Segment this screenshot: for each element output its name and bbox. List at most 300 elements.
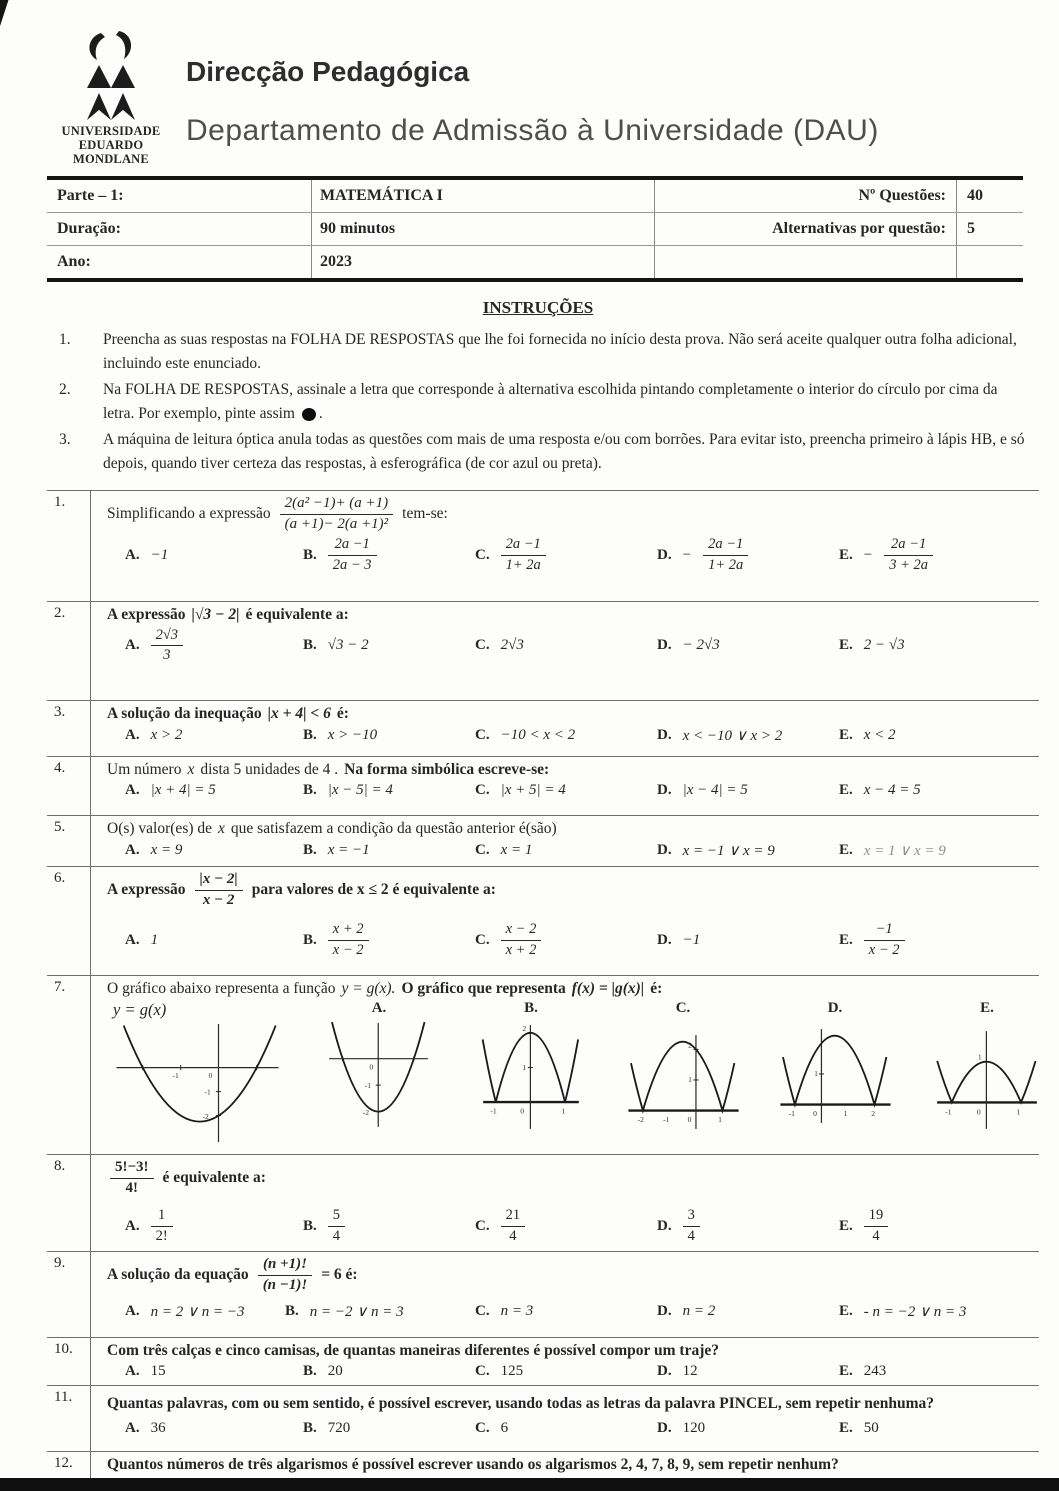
e-num: 19 [864,1207,889,1226]
choice-b [303,536,475,573]
info-value-ano: 2023 [312,246,655,278]
instruction-item-1 [47,328,1029,376]
q1-stem-suffix: tem-se: [402,505,448,523]
graph-option-d [776,1025,894,1127]
org-line-3: MONDLANE [73,152,149,166]
ga-xtick-1: 0 [369,1062,374,1072]
b-num: 5 [328,1207,345,1226]
q6-frac-num: |x − 2| [195,871,243,891]
info-label-duracao: Duração: [47,213,312,245]
choice-e-label: E. [839,842,853,859]
choice-e-label: E. [839,1217,853,1234]
question-3-stem [107,705,1029,723]
q9-stem-suffix: = 6 é: [321,1266,358,1284]
choice-c [475,782,657,799]
choice-b-value: 720 [327,1420,351,1437]
ga-ytick-1: -1 [364,1081,372,1091]
question-8 [47,1154,1039,1251]
choice-b-value: x > −10 [327,727,378,744]
instruction-text-2b: . [318,405,323,423]
choice-e-label: E. [839,1363,853,1380]
q6-stem-suffix: para valores de x ≤ 2 é equivalente a: [251,881,496,899]
choice-d [657,782,839,799]
choice-d [657,536,839,573]
choice-e-label: E. [839,1420,853,1437]
choice-b [303,1420,475,1437]
q1-stem-text: Simplificando a expressão [107,505,271,523]
choice-c-label: C. [475,546,490,563]
question-12-stem: Quantos números de três algarismos é possível escrever usando os algarismos 2, 4, 7, 8, 9, sem repetir nenhum? [107,1456,839,1474]
e-sign: − [863,546,873,563]
gc-ytick-2: 1 [688,1075,692,1085]
q4-stem-text-2: dista 5 unidades de 4 . [200,761,339,779]
question-10 [47,1337,1039,1385]
graph-main [107,1022,285,1144]
option-e-letter: E. [980,1000,994,1017]
d-den: 4 [687,1227,695,1244]
choice-e-label: E. [839,727,853,744]
choice-e-value: 243 [863,1363,887,1380]
question-10-number: 10. [47,1338,91,1385]
g-xtick-2: 0 [208,1071,213,1081]
e-den: 4 [872,1227,880,1244]
choice-d-value: x < −10 ∨ x > 2 [682,728,783,745]
choice-e [839,782,1029,799]
choice-a [125,1420,303,1437]
choice-a-label: A. [125,1217,140,1234]
choice-d-label: D. [657,1420,672,1437]
question-1-stem [107,495,1029,533]
q7-stem-text-3: é: [650,980,663,998]
instruction-text-2a: Na FOLHA DE RESPOSTAS, assinale a letra que corresponde à alternativa escolhida pintando completamente o interior do círculo por cima da letra. Por exemplo, pinte assim [103,381,998,423]
choice-b-label: B. [303,637,317,654]
uem-logo-icon [74,30,148,122]
choice-a [125,782,303,799]
c-num: 2a −1 [501,536,546,555]
info-label-num-questoes: Nº Questões: [655,180,957,212]
question-4-number: 4. [47,757,91,815]
choice-c-fraction [501,1207,526,1244]
choice-c-value: |x + 5| = 4 [500,782,566,799]
title-departamento: Departamento de Admissão à Universidade (DAU) [186,114,879,147]
choice-a-label: A. [125,931,140,948]
graph-option-c-block [607,1000,759,1138]
choice-c-label: C. [475,842,490,859]
choice-d-value: |x − 4| = 5 [682,782,748,799]
choice-d [657,1420,839,1437]
q1-frac-num: 2(a² −1)+ (a +1) [280,495,394,515]
question-7-number: 7. [47,976,91,1154]
choice-b-label: B. [303,1363,317,1380]
choice-d [657,1363,839,1380]
gd-xtick-2: 0 [813,1108,817,1118]
question-5-number: 5. [47,816,91,866]
choice-d-label: D. [657,727,672,744]
q2-stem-suffix: é equivalente a: [245,606,349,624]
gd-xtick-1: -1 [788,1108,795,1118]
choice-e-label: E. [839,782,853,799]
info-value-alternativas: 5 [967,220,975,237]
question-9-number: 9. [47,1252,91,1337]
a-den: 2! [155,1227,168,1244]
choice-b [303,1207,475,1244]
choice-c-fraction [501,921,542,958]
choice-c [475,536,657,573]
q9-frac-den: (n −1)! [262,1276,308,1293]
question-2-number: 2. [47,602,91,700]
q7-math-1: y = g(x). [341,980,396,998]
instructions [47,298,1029,476]
question-9 [47,1251,1039,1337]
option-c-letter: C. [675,1000,691,1017]
question-6-stem [107,871,1029,909]
scan-edge-bar [0,1478,1059,1491]
option-a-letter: A. [371,1000,387,1017]
question-2-stem [107,606,1029,624]
question-9-stem [107,1256,1029,1294]
question-6-number: 6. [47,867,91,975]
c-num: 21 [501,1207,526,1226]
choice-c-value: −10 < x < 2 [500,727,576,744]
choice-a [125,627,303,664]
choice-e [839,637,1029,654]
graph-option-a-block [303,1000,455,1138]
choice-a-value: |x + 4| = 5 [150,782,216,799]
b-num: x + 2 [328,921,369,940]
ge-xtick-3: 1 [1016,1107,1021,1117]
d-num: 3 [683,1207,700,1226]
choice-c-label: C. [475,1303,490,1320]
gb-xtick-3: 1 [561,1106,566,1116]
header [0,0,1059,166]
choice-a [125,1363,303,1380]
question-8-stem [107,1159,1029,1197]
g-xtick-1: -1 [172,1071,179,1081]
choice-d-fraction [683,1207,700,1244]
gd-xtick-4: 2 [871,1108,876,1118]
choice-d-label: D. [657,931,672,948]
q5-stem-text-1: O(s) valor(es) de [107,820,213,838]
info-empty-cell-2 [957,246,1023,278]
a-den: 3 [163,647,171,664]
choice-b-value: 20 [327,1363,343,1380]
info-label-ano: Ano: [47,246,312,278]
choice-a-label: A. [125,727,140,744]
choice-a-label: A. [125,546,140,563]
graph-option-e [931,1025,1043,1133]
instruction-text-2 [89,378,1029,426]
questions-table [47,490,1039,1491]
q3-stem-text: A solução da inequação [107,705,262,723]
choice-b-value: n = −2 ∨ n = 3 [309,1304,404,1321]
choice-a-label: A. [125,842,140,859]
choice-b-value: |x − 5| = 4 [327,782,393,799]
choice-d-label: D. [657,1363,672,1380]
choice-d-label: D. [657,842,672,859]
choice-c [475,1363,657,1380]
choice-c [475,921,657,958]
choice-b-value: x = −1 [327,842,370,859]
choice-d-value: 12 [682,1363,698,1380]
gc-xtick-2: -1 [663,1114,670,1124]
q4-variable: x [187,761,195,779]
choice-a-value: x = 9 [150,842,183,859]
ga-ytick-2: -2 [362,1108,370,1118]
question-7 [47,975,1039,1154]
choice-c-label: C. [475,931,490,948]
q3-expression: |x + 4| < 6 [267,705,331,723]
a-num: 1 [151,1207,173,1226]
info-row-parte [47,180,1023,212]
question-6-choices [107,921,1029,958]
choice-b-label: B. [303,782,317,799]
c-den: x + 2 [505,941,537,958]
graph-option-d-block [759,1000,911,1132]
choice-e-value: x − 4 = 5 [863,782,921,799]
choice-e [839,1302,1029,1321]
question-5-stem [107,820,1029,838]
q2-stem-text: A expressão [107,606,186,624]
choice-e-label: E. [839,637,853,654]
q6-frac-den: x − 2 [202,891,235,908]
gd-ytick-1: 1 [814,1069,818,1079]
choice-d [657,726,839,745]
choice-e [839,921,1029,958]
question-11-choices [107,1420,1029,1437]
q5-variable: x [218,820,225,838]
choice-b [303,921,475,958]
question-2 [47,601,1039,700]
q1-frac-den: (a +1)− 2(a +1)² [284,515,389,532]
choice-e-value: 2 − √3 [863,637,905,654]
question-1 [47,490,1039,601]
choice-a-label: A. [125,1363,140,1380]
option-b-letter: B. [524,1000,538,1017]
instruction-text-3: A máquina de leitura óptica anula todas as questões com mais de uma resposta e/ou com borrões. Para evitar isto, preencha primeiro à lápis HB, e só depois, quando tiver certeza das respostas, à esferográfica (de cor azul ou preta). [103,431,1025,473]
gc-xtick-3: 0 [687,1114,692,1124]
choice-b-fraction [328,1207,345,1244]
graph-main-block [107,1000,303,1149]
q8-stem-suffix: é equivalente a: [162,1169,266,1187]
c-num: x − 2 [501,921,542,940]
question-5-choices [107,841,1029,860]
q8-stem-fraction [110,1159,154,1197]
question-6 [47,866,1039,975]
choice-b [303,782,475,799]
question-11 [47,1385,1039,1451]
choice-a-value: 1 [150,931,159,948]
choice-d [657,637,839,654]
q8-frac-num: 5!−3! [110,1159,154,1179]
choice-e [839,1363,1029,1380]
choice-e [839,1207,1029,1244]
choice-e-value: x = 1 ∨ x = 9 [863,843,946,860]
choice-a-label: A. [125,1303,140,1320]
choice-c-value: 125 [500,1363,524,1380]
d-sign: − [682,546,692,563]
choice-c [475,637,657,654]
graph-option-e-block [911,1000,1059,1138]
b-den: x − 2 [332,941,364,958]
a-num: 2√3 [151,627,183,646]
choice-e-value: - n = −2 ∨ n = 3 [863,1304,967,1321]
choice-b [285,1302,475,1321]
instruction-number-2: 2. [59,381,71,399]
choice-c-value: x = 1 [500,842,533,859]
choice-e-label: E. [839,1303,853,1320]
q3-stem-suffix: é: [336,705,349,723]
choice-e-value: x < 2 [863,727,896,744]
question-3-number: 3. [47,701,91,756]
info-value-num-questoes: 40 [967,187,983,204]
ge-ytick-1: 1 [977,1052,982,1062]
gb-ytick-2: 1 [522,1062,527,1072]
choice-a-value: 36 [150,1420,166,1437]
question-9-choices [107,1302,1029,1321]
info-value-subject: MATEMÁTICA I [312,180,655,212]
choice-c [475,1207,657,1244]
graph-option-c [624,1031,742,1133]
e-num: 2a −1 [884,536,933,555]
question-7-graphs [107,1000,1059,1149]
filled-circle-example-icon [302,408,316,421]
choice-c-label: C. [475,1363,490,1380]
choice-b-label: B. [303,1420,317,1437]
choice-d-fraction [703,536,748,573]
info-empty-cell [655,246,957,278]
choice-b-value: √3 − 2 [327,637,369,654]
info-value-duracao: 90 minutos [312,213,655,245]
q7-stem-text-2: O gráfico que representa [401,980,566,998]
choice-d-label: D. [657,1217,672,1234]
choice-b-fraction [328,536,377,573]
question-4-choices [107,782,1029,799]
q9-stem-text: A solução da equação [107,1266,249,1284]
q7-stem-text-1: O gráfico abaixo representa a função [107,980,336,998]
gb-xtick-2: 0 [520,1106,525,1116]
info-row-ano [47,245,1023,278]
info-label-alternativas: Alternativas por questão: [655,213,957,245]
choice-e-fraction [884,536,933,573]
choice-a-value: 15 [150,1363,166,1380]
choice-b [303,637,475,654]
choice-a-label: A. [125,637,140,654]
e-num: −1 [864,921,905,940]
choice-d-value: −1 [682,931,701,948]
choice-c [475,842,657,859]
question-3 [47,700,1039,756]
question-5 [47,815,1039,866]
choice-c-label: C. [475,727,490,744]
g-ytick-2: -2 [202,1112,209,1122]
choice-d [657,1303,839,1320]
choice-b-fraction [328,921,369,958]
choice-a [125,932,303,949]
choice-b [303,1363,475,1380]
graph-main-label: y = g(x) [113,1000,167,1020]
choice-c [475,727,657,744]
choice-a-value: x > 2 [150,727,183,744]
ge-xtick-1: -1 [945,1107,952,1117]
choice-c [475,1303,657,1320]
g-ytick-1: -1 [204,1087,211,1097]
choice-d-label: D. [657,1303,672,1320]
choice-c-label: C. [475,782,490,799]
choice-b-label: B. [303,727,317,744]
gc-ytick-1: 2 [688,1040,692,1050]
choice-d-label: D. [657,782,672,799]
gd-xtick-3: 1 [843,1108,848,1118]
title-direccao: Direcção Pedagógica [186,56,470,87]
choice-d-value: 120 [682,1420,706,1437]
b-num: 2a −1 [328,536,377,555]
e-den: 3 + 2a [889,556,929,573]
question-3-choices [107,726,1029,745]
choice-d-value: x = −1 ∨ x = 9 [682,843,775,860]
choice-e [839,536,1029,573]
info-row-duracao [47,212,1023,245]
q8-frac-den: 4! [125,1179,139,1196]
choice-b-label: B. [303,1217,317,1234]
org-name [52,124,170,166]
question-11-stem: Quantas palavras, com ou sem sentido, é possível escrever, usando todas as letras da palavra PINCEL, sem repetir nenhuma? [107,1395,934,1413]
choice-b [303,727,475,744]
choice-d [657,932,839,949]
c-den: 4 [509,1227,517,1244]
choice-a [125,1207,303,1244]
instruction-number-3: 3. [59,431,71,449]
option-d-letter: D. [827,1000,843,1017]
question-12-number: 12. [47,1452,91,1491]
choice-c-label: C. [475,1420,490,1437]
choice-c-label: C. [475,1217,490,1234]
org-line-2: EDUARDO [78,138,144,152]
header-titles [170,30,879,148]
choice-a-fraction [151,1207,173,1244]
choice-d-value: − 2√3 [682,637,720,654]
question-8-number: 8. [47,1155,91,1251]
q5-stem-text-2: que satisfazem a condição da questão anterior é(são) [230,820,557,838]
instructions-title: INSTRUÇÕES [482,298,594,317]
q4-stem-text-3: Na forma simbólica escreve-se: [344,761,550,779]
q4-stem-text-1: Um número [107,761,182,779]
choice-a-fraction [151,627,183,664]
choice-b-label: B. [303,931,317,948]
ge-xtick-2: 0 [976,1107,981,1117]
question-11-number: 11. [47,1386,91,1451]
choice-a [125,727,303,744]
org-line-1: UNIVERSIDADE [61,124,161,138]
q9-frac-num: (n +1)! [258,1256,313,1276]
q2-expression: |√3 − 2| [191,606,240,624]
choice-b-label: B. [303,842,317,859]
choice-e [839,727,1029,744]
choice-e [839,1420,1029,1437]
graph-option-b [475,1019,587,1133]
choice-d-label: D. [657,637,672,654]
instruction-item-3 [47,428,1029,476]
question-2-choices [107,627,1029,664]
q9-stem-fraction [258,1256,313,1294]
choice-e-fraction [864,921,905,958]
choice-e [839,841,1029,860]
b-den: 2a − 3 [332,556,372,573]
choice-b-label: B. [303,546,317,563]
question-10-choices [107,1363,1029,1380]
question-1-number: 1. [47,491,91,601]
choice-a [125,842,303,859]
choice-c-value: 6 [500,1420,509,1437]
